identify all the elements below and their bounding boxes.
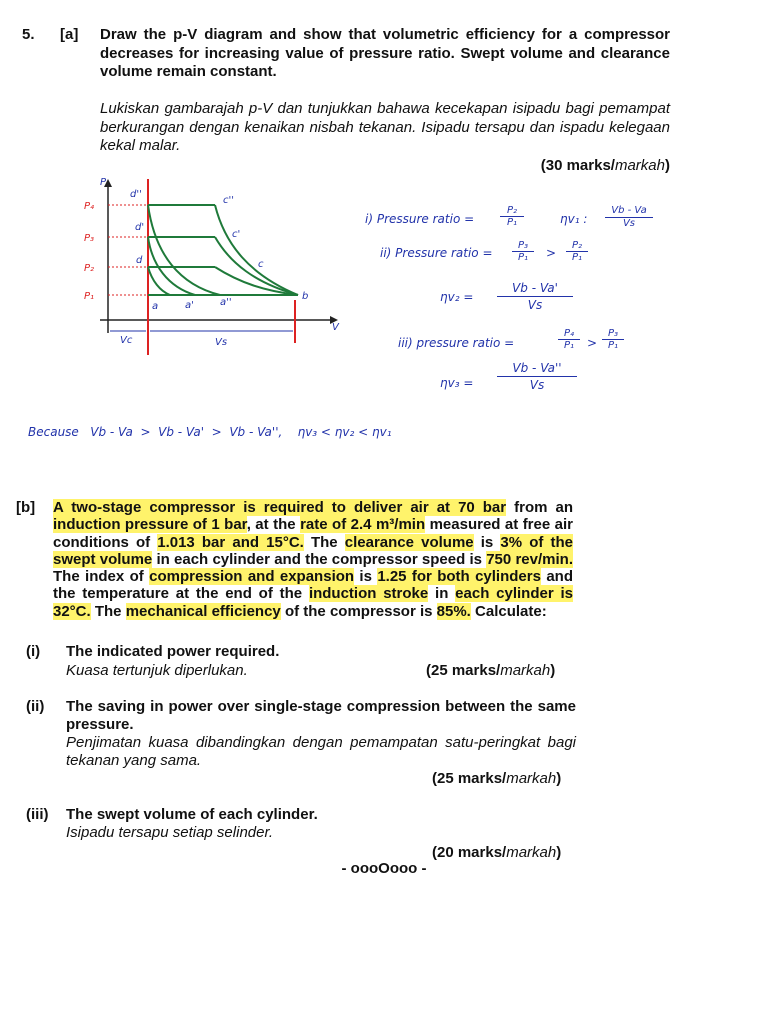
highlighted-phrase: rate of 2.4 m³/min (300, 516, 426, 534)
svg-text:c: c (258, 259, 264, 270)
highlighted-phrase: 85%. (436, 602, 471, 620)
axis-v-label: V (332, 322, 339, 333)
p1-label: P₁ (84, 291, 95, 302)
part-b-text (53, 499, 573, 620)
item-iii-text: The swept volume of each cylinder. (66, 806, 318, 823)
hw-line3: iii) pressure ratio = (398, 336, 515, 350)
p2-label: P₂ (84, 263, 95, 274)
text-segment: measured at free air conditions of (53, 516, 574, 551)
part-a-label: [a] (60, 26, 79, 43)
highlighted-phrase: 1.25 for both cylinders (377, 568, 541, 586)
item-iii-malay: Isipadu tersapu setiap selinder. (66, 824, 274, 841)
svg-text:a'': a'' (220, 297, 232, 308)
svg-text:a': a' (185, 300, 194, 311)
item-i-marks: (25 marks/markah) (426, 662, 556, 679)
svg-text:d'': d'' (130, 189, 142, 200)
part-a-malay: Lukiskan gambarajah p-V dan tunjukkan bahawa kecekapan isipadu bagi pemampat berkurangan dengan kenaikan nisbah tekanan. Isipadu tersapu dan ispadu kelegaan kekal malar. (100, 100, 670, 154)
svg-text:c'': c'' (223, 195, 234, 206)
svg-text:a: a (152, 301, 159, 312)
text-segment: The (90, 602, 126, 620)
highlighted-phrase: 750 rev/min. (486, 550, 573, 568)
text-segment: in (428, 585, 456, 603)
hw-line1: i) Pressure ratio = (365, 212, 475, 226)
svg-text:c': c' (232, 229, 241, 240)
highlighted-phrase: 70 bar (458, 499, 507, 516)
highlighted-phrase: 3% of the swept volume (53, 533, 573, 568)
text-segment: of the compressor is (280, 602, 437, 620)
axis-p-label: P (100, 177, 107, 188)
part-a-text: Draw the p-V diagram and show that volumetric efficiency for a compressor decreases for increasing value of pressure ratio. Swept volume and clearance volume remain constant. (100, 26, 670, 80)
text-segment: The (303, 533, 345, 551)
highlighted-phrase: 1.013 bar and 15°C. (157, 533, 304, 551)
item-i-num: (i) (26, 643, 41, 660)
item-i-text: The indicated power required. (66, 643, 280, 660)
text-segment: The index of (53, 568, 150, 586)
text-segment: Calculate: (470, 602, 547, 620)
highlighted-phrase: A two-stage compressor is required to deliver air at (53, 499, 459, 516)
svg-text:b: b (302, 291, 309, 302)
text-segment: , at the (246, 516, 301, 534)
pv-cycles (148, 205, 298, 295)
svg-text:d': d' (135, 222, 145, 233)
text-segment: in each cylinder and the compressor speed is (152, 550, 487, 568)
hw-line2: ii) Pressure ratio = (380, 246, 493, 260)
highlighted-phrase: each cylinder is 32°C. (53, 585, 573, 620)
text-segment: is (354, 568, 378, 586)
item-ii-num: (ii) (26, 698, 45, 715)
text-segment: from an (506, 499, 573, 516)
vc-label: Vc (120, 335, 133, 346)
item-ii-text: The saving in power over single-stage compression between the same pressure. (66, 698, 576, 733)
svg-text:d: d (136, 255, 143, 266)
item-iii-marks: (20 marks/markah) (432, 844, 562, 861)
item-ii-marks: (25 marks/markah) (432, 770, 562, 787)
vs-label: Vs (215, 337, 228, 348)
item-ii-malay: Penjimatan kuasa dibandingkan dengan pemampatan satu-peringkat bagi tekanan yang sama. (66, 734, 576, 769)
highlighted-phrase: induction stroke (308, 585, 429, 603)
highlighted-phrase: induction pressure of 1 bar (53, 516, 247, 534)
pv-diagram (80, 175, 350, 360)
p4-label: P₄ (84, 201, 95, 212)
item-iii-num: (iii) (26, 806, 49, 823)
item-i-malay: Kuasa tertunjuk diperlukan. (66, 662, 248, 679)
part-a-marks: (30 marks/markah) (540, 157, 670, 174)
text-segment: and the temperature at the end of the (53, 568, 573, 603)
text-segment: is (473, 533, 501, 551)
p3-label: P₃ (84, 233, 95, 244)
hw-because: Because Vb - Va > Vb - Va' > Vb - Va'', ηv₃ < ηv₂ < ηv₁ (28, 425, 392, 439)
highlighted-phrase: compression and expansion (149, 568, 355, 586)
question-number: 5. (22, 26, 35, 43)
highlighted-phrase: clearance volume (344, 533, 474, 551)
end-marker: - oooOooo - (341, 860, 427, 877)
part-b-label: [b] (16, 499, 36, 516)
highlighted-phrase: mechanical efficiency (125, 602, 281, 620)
